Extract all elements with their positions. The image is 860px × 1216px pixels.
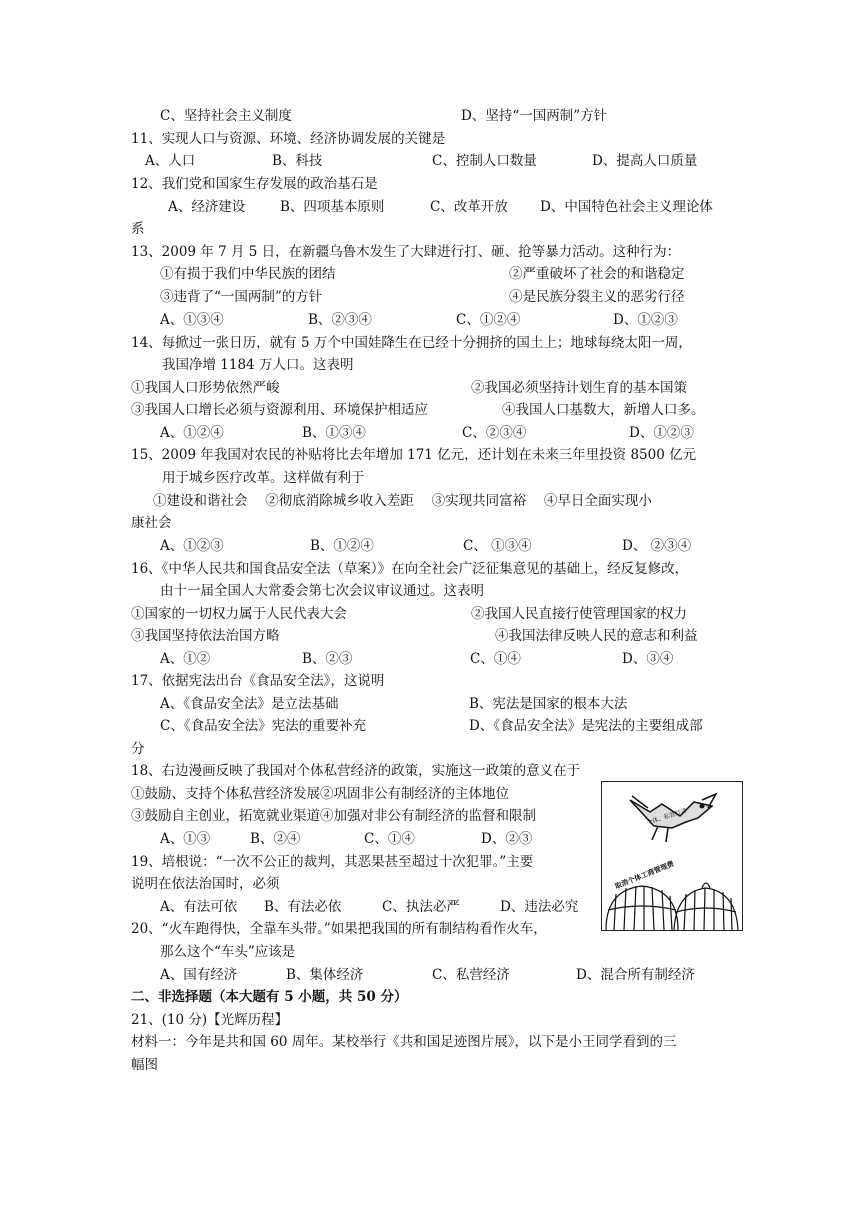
q11-option-a: A、人口 [145, 153, 196, 169]
q15-statements: ①建设和谐社会 ②彻底消除城乡收入差距 ③实现共同富裕 ④早日全面实现小 [153, 493, 652, 509]
q13-statement-3: ③违背了“一国两制”的方针 [160, 289, 323, 305]
q14-statement-2: ②我国必须坚持计划生育的基本国策 [471, 380, 687, 396]
q13-stem: 13、2009 年 7 月 5 日，在新疆乌鲁木发生了大肆进行打、砸、抢等暴力活动。这种行为： [131, 244, 681, 260]
q18-statements-1-2: ①鼓励、支持个体私营经济发展②巩固非公有制经济的主体地位 [131, 786, 509, 802]
q19-option-c: C、执法必严 [382, 899, 460, 915]
q15-option-a: A、①②③ [160, 538, 224, 554]
q14-option-b: B、①③④ [302, 425, 366, 441]
q20-option-d: D、混合所有制经济 [576, 967, 695, 983]
q16-statement-2: ②我国人民直接行使管理国家的权力 [471, 606, 687, 622]
q14-option-c: C、②③④ [462, 425, 527, 441]
cartoon-label-banner: 取消个体工商管理费 [613, 859, 676, 891]
q13-option-b: B、②③④ [308, 312, 372, 328]
q12-option-d: D、中国特色社会主义理论体 [540, 199, 713, 215]
q12-option-c: C、改革开放 [430, 199, 508, 215]
q19-option-d: D、违法必究 [500, 899, 579, 915]
q16-option-d: D、③④ [622, 651, 674, 667]
q13-option-c: C、①②④ [456, 312, 521, 328]
q13-statement-1: ①有损于我们中华民族的团结 [160, 266, 336, 282]
q14-stem-line2: 我国净增 1184 万人口。这表明 [162, 357, 354, 373]
q21-stem: 21、(10 分)【光辉历程】 [131, 1012, 289, 1028]
q12-option-d-cont: 系 [131, 221, 145, 237]
birdcage-icon [606, 883, 738, 930]
q12-option-a: A、经济建设 [168, 199, 246, 215]
q11-option-c: C、控制人口数量 [432, 153, 537, 169]
q15-option-c: C、 ①③④ [463, 538, 532, 554]
q19-option-b: B、有法必依 [264, 899, 342, 915]
q14-option-d: D、①②③ [629, 425, 694, 441]
q11-option-d: D、提高人口质量 [592, 153, 698, 169]
q12-option-b: B、四项基本原则 [280, 199, 385, 215]
q14-statement-1: ①我国人口形势依然严峻 [131, 380, 280, 396]
q15-option-b: B、①②④ [310, 538, 374, 554]
q18-option-a: A、①③ [160, 831, 211, 847]
q14-statement-4: ④我国人口基数大，新增人口多。 [502, 402, 705, 418]
q19-stem-line1: 19、培根说：“一次不公正的裁判，其恶果甚至超过十次犯罪。”主要 [131, 854, 534, 870]
q16-option-b: B、②③ [302, 651, 353, 667]
q20-stem-line2: 那么这个“车头”应该是 [160, 944, 296, 960]
q13-statement-4: ④是民族分裂主义的恶劣行径 [509, 289, 685, 305]
q15-stem-line2: 用于城乡医疗改革。这样做有利于 [162, 470, 365, 486]
q17-stem: 17、依据宪法出台《食品安全法》，这说明 [131, 673, 385, 689]
q13-statement-2: ②严重破坏了社会的和谐稳定 [509, 266, 685, 282]
q14-statement-3: ③我国人口增长必须与资源利用、环境保护相适应 [131, 402, 428, 418]
cartoon-label-bird: 个体、私营经济 [645, 807, 688, 827]
q16-statement-1: ①国家的一切权力属于人民代表大会 [131, 606, 347, 622]
q15-option-d: D、 ②③④ [622, 538, 692, 554]
q16-statement-3: ③我国坚持依法治国方略 [131, 628, 280, 644]
q17-option-d: D、《食品安全法》是宪法的主要组成部 [469, 718, 703, 734]
q17-option-a: A、《食品安全法》是立法基础 [160, 696, 339, 712]
q18-option-c: C、①④ [364, 831, 415, 847]
q16-stem-line2: 由十一届全国人大常委会第七次会议审议通过。这表明 [160, 583, 484, 599]
q11-stem: 11、实现人口与资源、环境、经济协调发展的关键是 [131, 131, 446, 147]
q20-option-c: C、私营经济 [432, 967, 510, 983]
q18-statements-3-4: ③鼓励自主创业，拓宽就业渠道④加强对非公有制经济的监督和限制 [131, 808, 536, 824]
q17-option-c: C、《食品安全法》宪法的重要补充 [160, 718, 367, 734]
q21-material1: 材料一：今年是共和国 60 周年。某校举行《共和国足迹图片展》，以下是小王同学看到的三 [131, 1034, 677, 1050]
q17-option-b: B、宪法是国家的根本大法 [469, 696, 628, 712]
q17-option-d-cont: 分 [131, 741, 145, 757]
cartoon-image [601, 781, 743, 931]
q19-option-a: A、有法可依 [160, 899, 238, 915]
q16-statement-4: ④我国法律反映人民的意志和利益 [495, 628, 698, 644]
q19-stem-line2: 说明在依法治国时，必须 [131, 876, 280, 892]
q18-option-d: D、②③ [481, 831, 533, 847]
section-heading: 二、非选择题（本大题有 5 小题，共 50 分） [131, 989, 408, 1005]
q11-option-b: B、科技 [272, 153, 323, 169]
q18-stem: 18、右边漫画反映了我国对个体私营经济的政策，实施这一政策的意义在于 [131, 763, 581, 779]
q20-stem-line1: 20、“火车跑得快，全靠车头带。”如果把我国的所有制结构看作火车， [131, 921, 547, 937]
q10-option-d: D、坚持“一国两制”方针 [461, 108, 608, 124]
q16-stem-line1: 16、《中华人民共和国食品安全法（草案）》在向全社会广泛征集意见的基础上，经反复修改， [131, 561, 689, 577]
q13-option-d: D、①②③ [613, 312, 678, 328]
q16-option-a: A、①② [160, 651, 211, 667]
q16-option-c: C、①④ [470, 651, 521, 667]
q12-stem: 12、我们党和国家生存发展的政治基石是 [131, 176, 378, 192]
q20-option-b: B、集体经济 [286, 967, 364, 983]
cartoon-drawing [602, 782, 742, 930]
q14-option-a: A、①②④ [160, 425, 224, 441]
q14-stem-line1: 14、每掀过一张日历，就有 5 万个中国娃降生在已经十分拥挤的国土上；地球每绕太阳一周， [131, 335, 692, 351]
q21-material1-cont: 幅图 [131, 1057, 158, 1073]
q15-statements-cont: 康社会 [131, 515, 172, 531]
q13-option-a: A、①③④ [160, 312, 224, 328]
q10-option-c: C、坚持社会主义制度 [160, 108, 292, 124]
q18-option-b: B、②④ [250, 831, 301, 847]
q15-stem-line1: 15、2009 年我国对农民的补贴将比去年增加 171 亿元，还计划在未来三年里投资 8500 亿元 [131, 447, 697, 463]
q20-option-a: A、国有经济 [160, 967, 238, 983]
